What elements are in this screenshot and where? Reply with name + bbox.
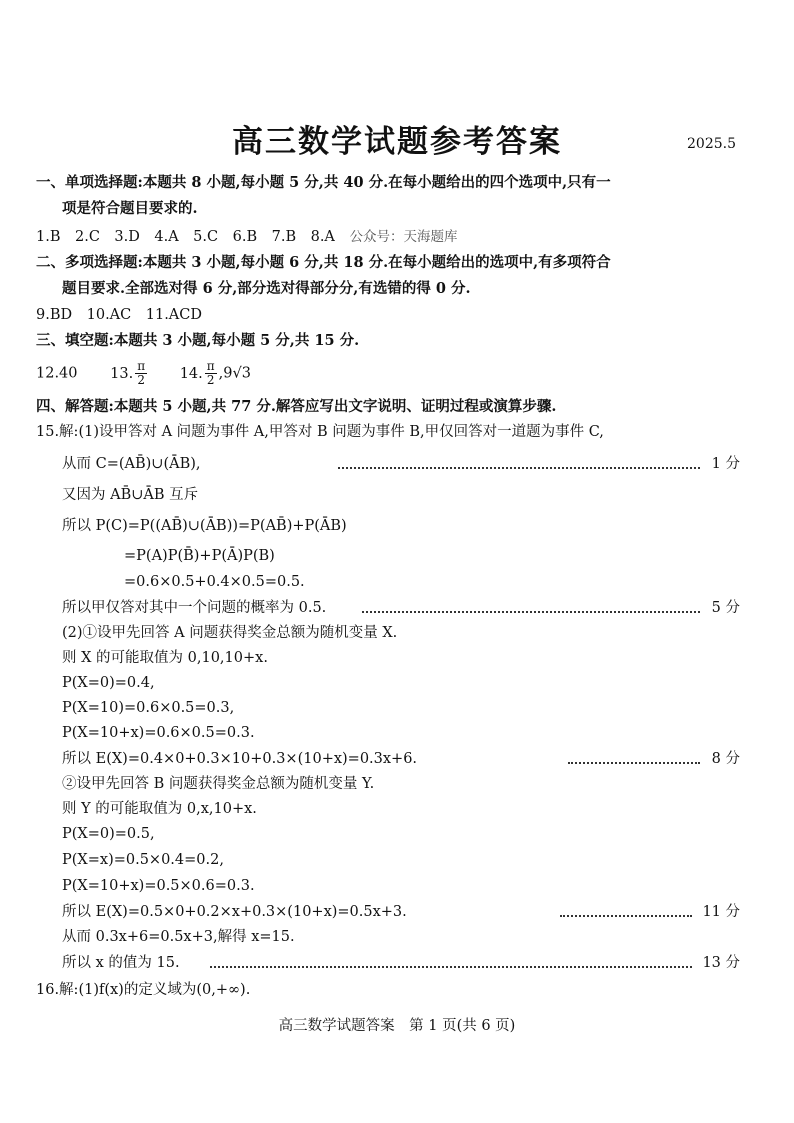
q15-line-19: 所以 E(X)=0.5×0+0.2×x+0.3×(10+x)=0.5x+3. (62, 904, 407, 920)
dot-leader (568, 762, 700, 764)
q15-line-15: 则 Y 的可能取值为 0,x,10+x. (62, 801, 257, 817)
section-4-heading: 四、解答题:本题共 5 小题,共 77 分.解答应写出文字说明、证明过程或演算步骤. (36, 398, 557, 415)
section-3-heading: 三、填空题:本题共 3 小题,每小题 5 分,共 15 分. (36, 332, 360, 349)
q15-line-14: ②设甲先回答 B 问题获得奖金总额为随机变量 Y. (62, 776, 375, 792)
section-2-answers: 9.BD 10.AC 11.ACD (36, 307, 202, 323)
q15-line-5: =P(A)P(B̄)+P(Ā)P(B) (124, 548, 275, 564)
q15-line-11: P(X=10)=0.6×0.5=0.3, (62, 700, 235, 716)
section-2-heading-cont: 题目要求.全部选对得 6 分,部分选对得部分分,有选错的得 0 分. (62, 280, 471, 297)
q15-line-9: 则 X 的可能取值为 0,10,10+x. (62, 650, 268, 666)
q15-line-4: 所以 P(C)=P((AB̄)∪(ĀB))=P(AB̄)+P(ĀB) (62, 518, 347, 534)
q15-line-7: 所以甲仅答对其中一个问题的概率为 0.5. (62, 600, 327, 616)
section-1-answers (36, 227, 458, 247)
q15-line-17: P(X=x)=0.5×0.4=0.2, (62, 852, 224, 868)
score-mark: 11 分 (702, 904, 740, 920)
q15-line-13: 所以 E(X)=0.4×0+0.3×10+0.3×(10+x)=0.3x+6. (62, 751, 418, 767)
q15-line-8: (2)①设甲先回答 A 问题获得奖金总额为随机变量 X. (62, 625, 398, 641)
q15-line-16: P(X=0)=0.5, (62, 826, 155, 842)
score-mark: 8 分 (711, 751, 740, 767)
dot-leader (338, 467, 700, 469)
dot-leader (210, 966, 692, 968)
page-title: 高三数学试题参考答案 (232, 124, 562, 160)
fraction-pi-over-2: $\frac{\pi}{2}$ (137, 359, 146, 387)
answer-14-label: 14. (179, 365, 203, 382)
dot-leader (560, 915, 692, 917)
mc-answers: 1.B 2.C 3.D 4.A 5.C 6.B 7.B 8.A (36, 229, 335, 245)
answer-13-label: 13. (110, 365, 134, 382)
fraction-pi-over-2: $\frac{\pi}{2}$ (206, 359, 215, 387)
q15-line-3: 又因为 AB̄∪ĀB 互斥 (62, 487, 199, 503)
q15-line-2: 从而 C=(AB̄)∪(ĀB), (62, 456, 201, 472)
score-mark: 13 分 (702, 955, 740, 971)
score-mark: 1 分 (711, 456, 740, 472)
section-1-heading-cont: 项是符合题目要求的. (62, 200, 198, 217)
exam-date: 2025.5 (687, 136, 736, 152)
section-2-heading: 二、多项选择题:本题共 3 小题,每小题 6 分,共 18 分.在每小题给出的选项中,有多项符合 (36, 254, 611, 271)
page-footer: 高三数学试题答案 第 1 页(共 6 页) (278, 1018, 516, 1034)
q15-line-20: 从而 0.3x+6=0.5x+3,解得 x=15. (62, 929, 295, 945)
answer-12: 12.40 (36, 365, 78, 382)
q15-line-10: P(X=0)=0.4, (62, 675, 155, 691)
q15-line-1: 15.解:(1)设甲答对 A 问题为事件 A,甲答对 B 问题为事件 B,甲仅回答对一道题为事件 C, (36, 424, 604, 440)
q16-line-1: 16.解:(1)f(x)的定义域为(0,+∞). (36, 982, 251, 998)
q15-line-18: P(X=10+x)=0.5×0.6=0.3. (62, 878, 255, 894)
section-1-heading: 一、单项选择题:本题共 8 小题,每小题 5 分,共 40 分.在每小题给出的四个选项中,只有一 (36, 174, 611, 191)
watermark-text: 公众号：天海题库 (349, 229, 458, 245)
section-3-answers (36, 360, 251, 387)
q15-line-6: =0.6×0.5+0.4×0.5=0.5. (124, 574, 305, 590)
score-mark: 5 分 (711, 600, 740, 616)
dot-leader (362, 611, 700, 613)
q15-line-12: P(X=10+x)=0.6×0.5=0.3. (62, 725, 255, 741)
answer-14-tail: ,9√3 (218, 365, 251, 382)
q15-line-21: 所以 x 的值为 15. (62, 955, 180, 971)
